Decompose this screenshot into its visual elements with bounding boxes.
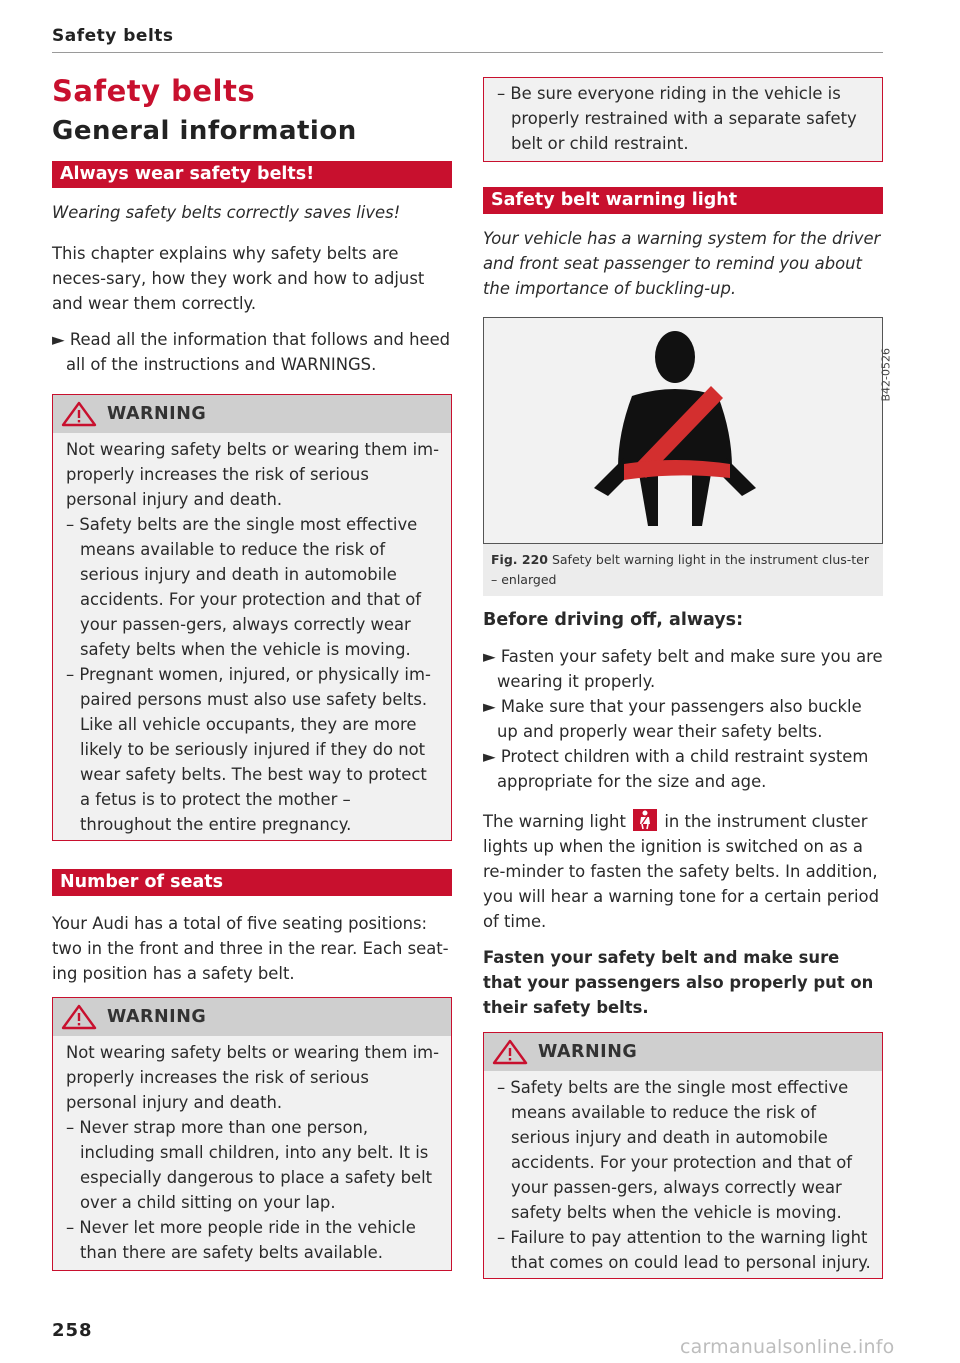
warning-triangle-icon bbox=[61, 401, 97, 427]
warning-label: WARNING bbox=[107, 1007, 207, 1027]
before-driving-heading: Before driving off, always: bbox=[483, 610, 744, 630]
fasten-bold-paragraph: Fasten your safety belt and make sure that your passengers also properly put on their safety belts. bbox=[483, 948, 874, 1017]
intro-italic: Wearing safety belts correctly saves lives! bbox=[52, 203, 401, 222]
seatbelt-indicator-icon bbox=[633, 809, 657, 831]
warning-light-intro: Your vehicle has a warning system for the driver and front seat passenger to remind you about the importance of buckling-up. bbox=[483, 229, 881, 298]
figure-code: B42-0526 bbox=[880, 348, 893, 402]
warning-triangle-icon bbox=[492, 1039, 528, 1065]
heading-bar-number-of-seats: Number of seats bbox=[52, 869, 452, 896]
figure-caption bbox=[483, 544, 883, 596]
warning-header bbox=[484, 1033, 882, 1071]
warning-item: – Never strap more than one person, including small children, into any belt. It is especially dangerous to place a safety belt over a child sitting on your lap. bbox=[66, 1118, 433, 1212]
note-item: – Be sure everyone riding in the vehicle is properly restrained with a separate safety belt or child restraint. bbox=[497, 84, 857, 153]
warning-item: – Safety belts are the single most effective means available to reduce the risk of serious injury and death in automobile accidents. For your protection and that of your passen-gers, always correctly wear safety belts when the vehicle is moving. bbox=[66, 515, 422, 659]
section-subtitle: General information bbox=[52, 116, 357, 146]
warning-light-text-end: in the instrument cluster lights up when the ignition is switched on as a re-minder to fasten the safety belts. In addition, you will hear a warning tone for a certain period of time. bbox=[483, 812, 879, 931]
action-children: ► Protect children with a child restraint system appropriate for the size and age. bbox=[483, 747, 869, 791]
warning-label: WARNING bbox=[107, 404, 207, 424]
warning-header bbox=[53, 998, 451, 1036]
warning-item: – Never let more people ride in the vehicle than there are safety belts available. bbox=[66, 1218, 416, 1262]
warning-item: – Safety belts are the single most effective means available to reduce the risk of serious injury and death in automobile accidents. For your protection and that of your passen-gers, always correctly wear safety belts when the vehicle is moving. bbox=[497, 1078, 853, 1222]
section-title: Safety belts bbox=[52, 74, 256, 108]
warning-label: WARNING bbox=[538, 1042, 638, 1062]
warning-box-1 bbox=[52, 394, 452, 841]
header-rule bbox=[52, 52, 883, 53]
note-box bbox=[483, 77, 883, 162]
heading-bar-warning-light: Safety belt warning light bbox=[483, 187, 883, 214]
watermark: carmanualsonline.info bbox=[680, 1336, 895, 1358]
action-read-info: ► Read all the information that follows and heed all of the instructions and WARNINGS. bbox=[52, 330, 451, 374]
warning-text: Not wearing safety belts or wearing them im-properly increases the risk of serious personal injury and death. bbox=[66, 1043, 440, 1112]
warning-light-text-start: The warning light bbox=[483, 812, 626, 831]
figure-220 bbox=[483, 317, 893, 596]
warning-item: – Pregnant women, injured, or physically im-paired persons must also use safety belts. Like all vehicle occupants, they are more likely to be seriously injured if they do not wear safety belts. The best way to protect a fetus is to protect the mother – throughout the entire pregnancy. bbox=[66, 665, 431, 834]
warning-light-paragraph bbox=[483, 809, 883, 934]
warning-triangle-icon bbox=[61, 1004, 97, 1030]
chapter-intro: This chapter explains why safety belts are neces-sary, how they work and how to adjust and wear them correctly. bbox=[52, 244, 425, 313]
page-number: 258 bbox=[52, 1320, 93, 1341]
action-passengers: ► Make sure that your passengers also buckle up and properly wear their safety belts. bbox=[483, 697, 862, 741]
warning-item: – Failure to pay attention to the warning light that comes on could lead to personal injury. bbox=[497, 1228, 871, 1272]
figure-caption-text: Safety belt warning light in the instrument clus-ter – enlarged bbox=[491, 552, 870, 587]
running-header-title: Safety belts bbox=[52, 26, 174, 46]
action-fasten: ► Fasten your safety belt and make sure you are wearing it properly. bbox=[483, 647, 883, 691]
warning-box-2 bbox=[52, 997, 452, 1271]
seats-paragraph: Your Audi has a total of five seating positions: two in the front and three in the rear. Each seat-ing position has a safety belt. bbox=[52, 914, 449, 983]
warning-text: Not wearing safety belts or wearing them im-properly increases the risk of serious personal injury and death. bbox=[66, 440, 440, 509]
heading-bar-always-wear: Always wear safety belts! bbox=[52, 161, 452, 188]
figure-image bbox=[483, 317, 893, 544]
warning-header bbox=[53, 395, 451, 433]
seatbelt-warning-icon bbox=[484, 318, 882, 543]
warning-box-3 bbox=[483, 1032, 883, 1279]
figure-label: Fig. 220 bbox=[491, 552, 548, 567]
